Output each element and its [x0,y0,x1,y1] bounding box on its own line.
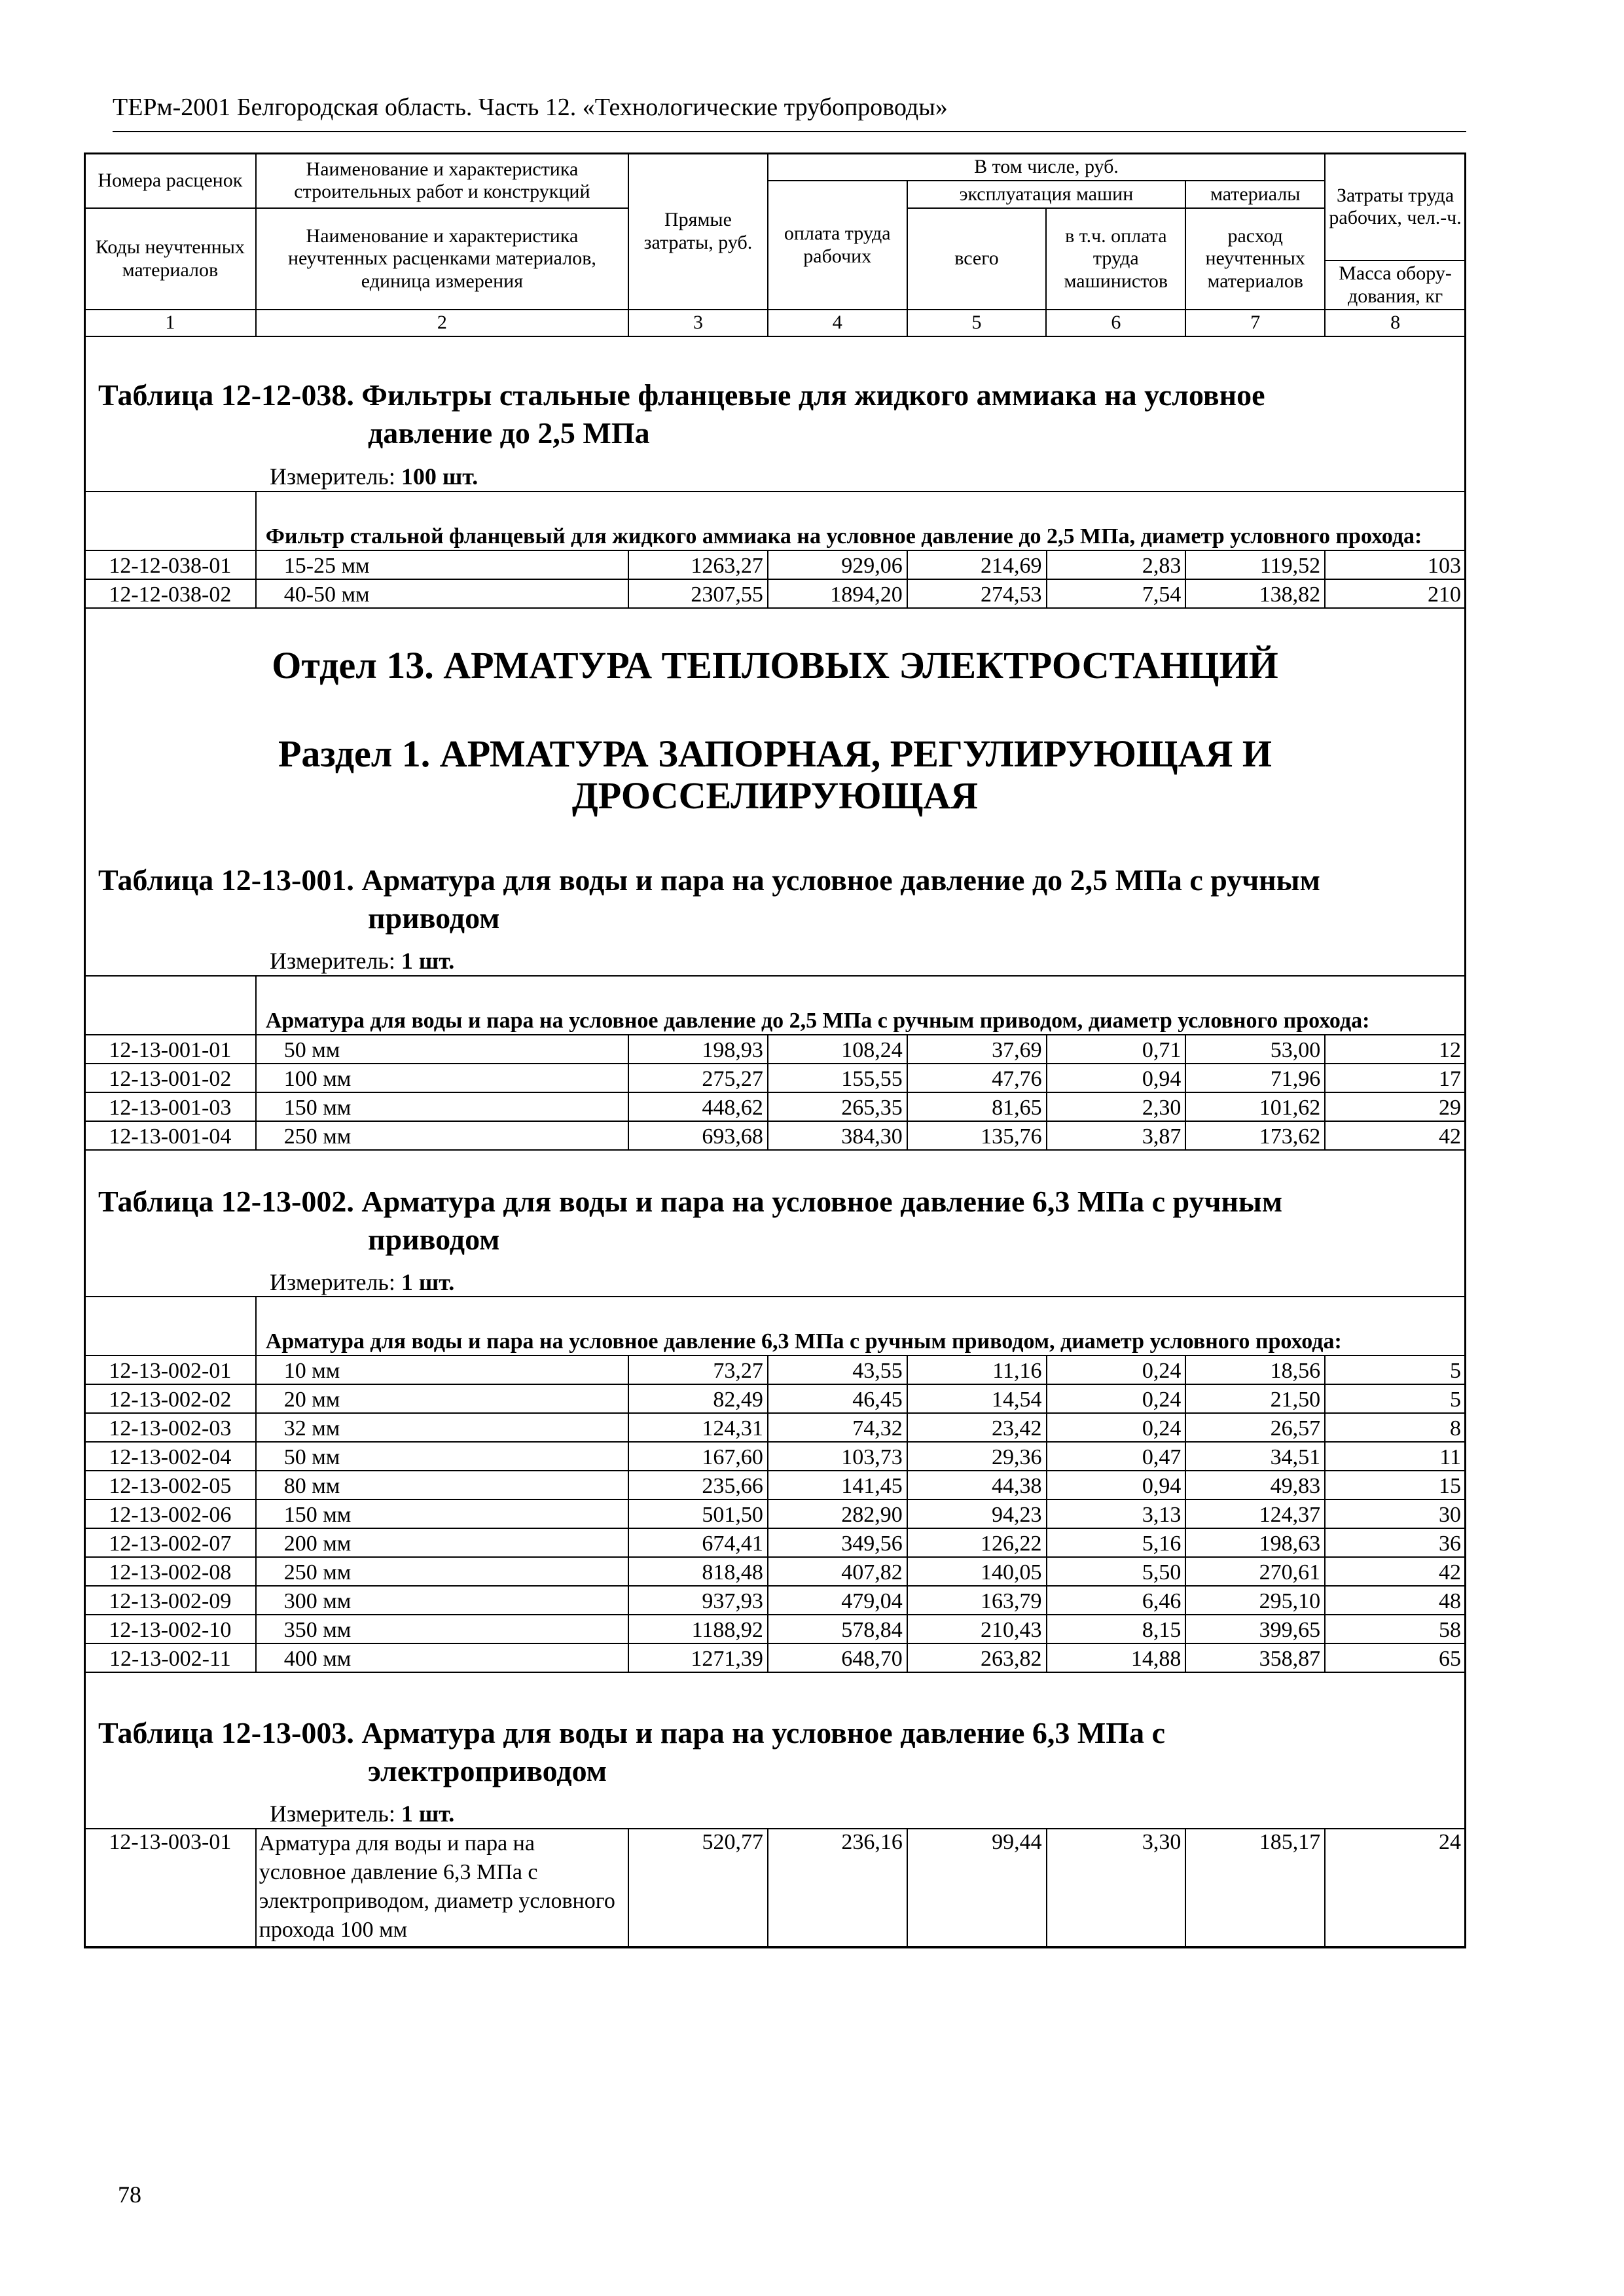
department-title: Отдел 13. АРМАТУРА ТЕПЛОВЫХ ЭЛЕКТРОСТАНЦИЙ [272,644,1278,687]
materials-header: материалы [1185,181,1325,208]
meter-value: 1 шт. [401,1801,455,1827]
col6-header: в т.ч. оплата труда машинистов [1046,208,1185,310]
table-title [98,376,1265,452]
meter-label: Измеритель: [270,1801,395,1827]
meter-label: Измеритель: [270,1269,395,1295]
section-title-line1: Раздел 1. АРМАТУРА ЗАПОРНАЯ, РЕГУЛИРУЮЩАЯ И [278,732,1272,775]
table-title-line1: Таблица 12-13-001. Арматура для воды и пара на условное давление до 2,5 МПа с ручным [98,863,1320,897]
table-row: 12-13-002-11 400 мм 1271,39 648,70 263,82 14,88 358,87 65 [84,1643,1466,1672]
meter [270,1268,454,1296]
table-title-line2: давление до 2,5 МПа [368,416,650,450]
table-row: 12-13-002-10 350 мм 1188,92 578,84 210,43 8,15 399,65 58 [84,1615,1466,1643]
table-row: 12-13-001-04 250 мм 693,68 384,30 135,76 3,87 173,62 42 [84,1121,1466,1150]
col-num: 8 [1325,310,1466,336]
table-title-line2: приводом [368,901,500,935]
table-row: 12-13-002-08 250 мм 818,48 407,82 140,05 5,50 270,61 42 [84,1557,1466,1586]
table-row: 12-13-002-04 50 мм 167,60 103,73 29,36 0,47 34,51 11 [84,1442,1466,1471]
col7-header: расход неучтенных материалов [1185,208,1325,310]
meter [270,947,454,975]
table-title-line1: Таблица 12-12-038. Фильтры стальные фланцевые для жидкого аммиака на условное [98,378,1265,412]
table-row: 12-13-002-09 300 мм 937,93 479,04 163,79 6,46 295,10 48 [84,1586,1466,1615]
page-number: 78 [118,2181,141,2208]
col-num: 5 [907,310,1047,336]
subheader: Арматура для воды и пара на условное давление 6,3 МПа с ручным приводом, диаметр условного прохода: [256,1297,1466,1355]
data-table [84,975,1466,1151]
col1-header-a: Номера расценок [84,153,256,208]
table-row: 12-13-003-01 Арматура для воды и пара на условное давление 6,3 МПа с электроприводом, диаметр условного прохода 100 мм 520,77 236,16 99,44 3,30 185,17 24 [84,1829,1466,1946]
col3-header: Прямые затраты, руб. [628,153,768,310]
col-num: 2 [256,310,628,336]
section-title [84,733,1466,817]
table-row: 12-12-038-02 40-50 мм 2307,55 1894,20 274,53 7,54 138,82 210 [84,579,1466,608]
col-num: 6 [1046,310,1185,336]
table-row: 12-13-002-03 32 мм 124,31 74,32 23,42 0,24 26,57 8 [84,1413,1466,1442]
data-table [84,1296,1466,1673]
table-row: 12-12-038-01 15-25 мм 1263,27 929,06 214,69 2,83 119,52 103 [84,550,1466,579]
section-title-line2: ДРОССЕЛИРУЮЩАЯ [571,774,979,817]
meter-value: 1 шт. [401,1269,455,1295]
column-header [84,152,1466,337]
table-title-line2: приводом [368,1223,500,1256]
col2-header-b: Наименование и характеристика неучтенных расценками материалов, единица измерения [256,208,628,310]
col-num: 3 [628,310,768,336]
table-row: 12-13-002-05 80 мм 235,66 141,45 44,38 0,94 49,83 15 [84,1471,1466,1499]
col-num: 4 [768,310,907,336]
meter-label: Измеритель: [270,948,395,974]
machines-header: эксплуатация машин [907,181,1186,208]
meter-value: 100 шт. [401,463,478,490]
incl-header: В том числе, руб. [768,153,1325,181]
col5-header: всего [907,208,1047,310]
table-title [98,861,1320,937]
table-title-line2: электроприводом [368,1754,607,1787]
meter-label: Измеритель: [270,463,395,490]
page-header: ТЕРм-2001 Белгородская область. Часть 12. «Технологические трубопроводы» [113,94,948,121]
col-num: 1 [84,310,256,336]
col2-header-a: Наименование и характеристика строительных работ и конструкций [256,153,628,208]
table-row: 12-13-002-06 150 мм 501,50 282,90 94,23 3,13 124,37 30 [84,1499,1466,1528]
data-table [84,1828,1466,1947]
table-row: 12-13-002-01 10 мм 73,27 43,55 11,16 0,24 18,56 5 [84,1355,1466,1384]
table-title-line1: Таблица 12-13-002. Арматура для воды и пара на условное давление 6,3 МПа с ручным [98,1185,1283,1218]
table-row: 12-13-001-03 150 мм 448,62 265,35 81,65 2,30 101,62 29 [84,1092,1466,1121]
subheader: Арматура для воды и пара на условное давление до 2,5 МПа с ручным приводом, диаметр условного прохода: [256,976,1466,1035]
col1-header-b: Коды неучтенных материалов [84,208,256,310]
col4-header: оплата труда рабочих [768,181,907,310]
table-title [98,1183,1282,1259]
table-row: 12-13-001-01 50 мм 198,93 108,24 37,69 0,71 53,00 12 [84,1035,1466,1064]
col8-header-a: Затраты труда рабочих, чел.-ч. [1325,153,1466,260]
table-title-line1: Таблица 12-13-003. Арматура для воды и пара на условное давление 6,3 МПа с [98,1716,1165,1749]
table-row: 12-13-002-07 200 мм 674,41 349,56 126,22 5,16 198,63 36 [84,1528,1466,1557]
col-num: 7 [1185,310,1325,336]
subheader: Фильтр стальной фланцевый для жидкого аммиака на условное давление до 2,5 МПа, диаметр условного прохода: [256,492,1466,550]
table-title [98,1714,1165,1790]
header-rule [113,131,1466,132]
row-description: Арматура для воды и пара на условное давление 6,3 МПа с электроприводом, диаметр условного прохода 100 мм [256,1829,629,1946]
table-row: 12-13-002-02 20 мм 82,49 46,45 14,54 0,24 21,50 5 [84,1384,1466,1413]
table-row: 12-13-001-02 100 мм 275,27 155,55 47,76 0,94 71,96 17 [84,1064,1466,1092]
meter-value: 1 шт. [401,948,455,974]
col8-header-b: Масса обору-дования, кг [1325,260,1466,310]
data-table [84,491,1466,609]
meter [270,1800,454,1827]
meter [270,463,478,490]
